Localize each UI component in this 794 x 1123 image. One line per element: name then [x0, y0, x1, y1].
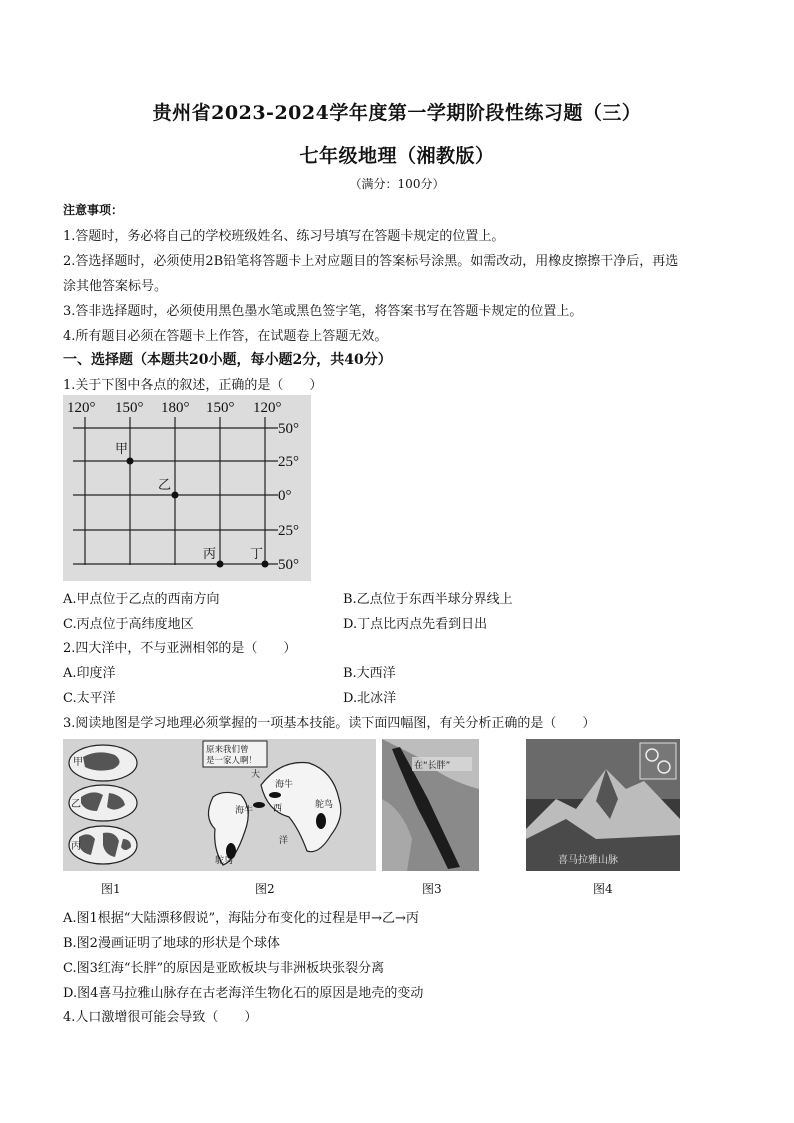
q1-grid-svg [63, 395, 311, 581]
score-note: （满分：100分） [349, 177, 445, 191]
point-bing [217, 561, 224, 568]
lon-label: 180° [161, 400, 190, 416]
q2-option-c: C.太平洋 [63, 691, 116, 706]
q3-option-a: A.图1根据“大陆漂移假说”，海陆分布变化的过程是甲→乙→丙 [63, 911, 419, 926]
point-label: 丙 [203, 547, 217, 562]
fig1-continent-shape [83, 752, 120, 770]
point-yi [172, 492, 179, 499]
lat-label: 50° [278, 421, 299, 437]
q2-stem: 2.四大洋中，不与亚洲相邻的是（ ） [63, 641, 297, 656]
fig3-label: 在“长胖” [414, 761, 451, 771]
lon-label: 120° [253, 400, 282, 416]
q2-option-b: B.大西洋 [343, 666, 396, 681]
fig4-caption: 图4 [593, 882, 613, 896]
q3-option-d: D.图4喜马拉雅山脉存在古老海洋生物化石的原因是地壳的变动 [63, 986, 424, 1001]
q2-option-a: A.印度洋 [63, 666, 116, 681]
note-item-3: 3.答非选择题时，必须使用黑色墨水笔或黑色签字笔，将答案书写在答题卡规定的位置上。 [63, 304, 583, 319]
q3-option-b: B.图2漫画证明了地球的形状是个球体 [63, 936, 280, 951]
fig2-label: 海牛 [235, 806, 254, 816]
q3-stem: 3.阅读地图是学习地理必须掌握的一项基本技能。读下面四幅图，有关分析正确的是（ ） [63, 716, 596, 731]
fig2-label: 西 [273, 804, 283, 814]
lon-label: 150° [115, 400, 144, 416]
fig1-label: 乙 [71, 799, 81, 810]
lat-label: 0° [278, 488, 292, 504]
lon-label: 150° [206, 400, 235, 416]
q3-fig3-svg [382, 739, 479, 871]
exam-subtitle: 七年级地理（湘教版） [299, 145, 495, 167]
q1-option-c: C.丙点位于高纬度地区 [63, 617, 194, 632]
note-item-1: 1.答题时，务必将自己的学校班级姓名、练习号填写在答题卡规定的位置上。 [63, 229, 505, 244]
section-heading: 一、选择题（本题共20小题，每小题2分，共40分） [63, 352, 392, 368]
q3-option-c: C.图3红海“长胖”的原因是亚欧板块与非洲板块张裂分离 [63, 961, 385, 976]
notes-heading: 注意事项： [63, 203, 124, 217]
fig2-label: 鸵鸟 [215, 856, 234, 866]
exam-title: 贵州省2023-2024学年度第一学期阶段性练习题（三） [152, 102, 642, 124]
lon-label: 120° [67, 400, 96, 416]
lat-label: 50° [278, 557, 299, 573]
fig2-label: 海牛 [275, 780, 294, 790]
point-jia [127, 458, 134, 465]
q3-fig1-fig2-panel [63, 739, 376, 871]
fig1-label: 丙 [71, 841, 81, 852]
point-label: 丁 [250, 547, 264, 562]
note-item-4: 4.所有题目必须在答题卡上作答，在试题卷上答题无效。 [63, 329, 388, 344]
lat-label: 25° [278, 523, 299, 539]
lat-label: 25° [278, 454, 299, 470]
fig2-bubble-line: 是一家人啊！ [206, 756, 258, 766]
fig2-label: 鸵鸟 [315, 800, 334, 810]
q1-grid-figure [63, 395, 311, 581]
q3-fig4-image [526, 739, 680, 871]
point-label: 乙 [158, 478, 172, 493]
q3-fig4-svg [526, 739, 680, 871]
note-item-2: 2.答选择题时，必须使用2B铅笔将答题卡上对应题目的答案标号涂黑。如需改动，用橡皮擦擦干净后，再选 [63, 254, 679, 269]
q3-fig3-image [382, 739, 479, 871]
q1-stem: 1.关于下图中各点的叙述，正确的是（ ） [63, 378, 323, 393]
note-item-2-cont: 涂其他答案标号。 [63, 279, 168, 294]
fig1-label: 甲 [73, 757, 83, 768]
q1-option-a: A.甲点位于乙点的西南方向 [63, 592, 220, 607]
fig2-label: 洋 [279, 836, 289, 846]
fig2-manatee-mark [269, 792, 281, 798]
fig4-fossil-inset [640, 743, 676, 779]
fig4-label: 喜马拉雅山脉 [558, 855, 618, 866]
q1-option-d: D.丁点比丙点先看到日出 [343, 617, 488, 632]
point-label: 甲 [115, 442, 129, 457]
fig3-caption: 图3 [422, 882, 442, 896]
fig2-caption: 图2 [255, 882, 275, 896]
q4-stem: 4.人口激增很可能会导致（ ） [63, 1010, 258, 1025]
fig1-caption: 图1 [101, 882, 121, 896]
q3-fig12-svg [63, 739, 376, 871]
fig2-ostrich-mark [316, 813, 326, 829]
q1-option-b: B.乙点位于东西半球分界线上 [343, 592, 513, 607]
fig2-label: 大 [251, 770, 261, 780]
fig2-manatee-mark [253, 802, 265, 808]
fig2-bubble-line: 原来我们曾 [206, 745, 249, 755]
q2-option-d: D.北冰洋 [343, 691, 397, 706]
